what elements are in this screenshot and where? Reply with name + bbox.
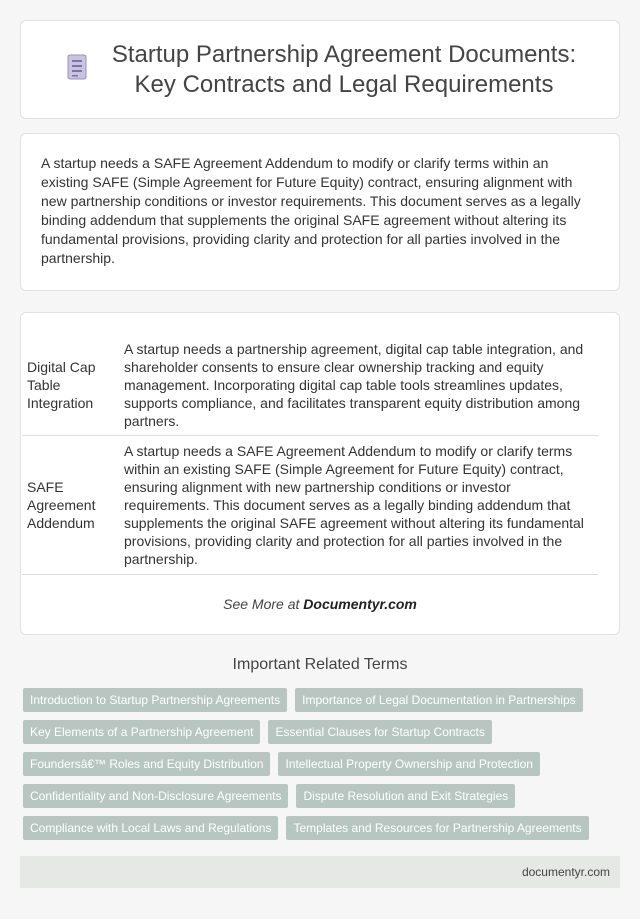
footer-site[interactable]: documentyr.com xyxy=(521,865,610,879)
see-more-site[interactable]: Documentyr.com xyxy=(303,596,417,612)
related-tag[interactable]: Introduction to Startup Partnership Agreements xyxy=(23,688,287,712)
document-icon xyxy=(64,53,90,81)
footer xyxy=(20,856,620,888)
terms-table xyxy=(22,335,598,575)
related-tag[interactable]: Confidentiality and Non-Disclosure Agreements xyxy=(23,784,288,808)
related-terms-heading: Important Related Terms xyxy=(232,656,408,673)
related-tags xyxy=(23,688,623,848)
table-row xyxy=(22,335,598,435)
intro-card xyxy=(20,133,620,291)
related-tag[interactable]: Dispute Resolution and Exit Strategies xyxy=(296,784,515,808)
related-tag[interactable]: Foundersâ€™ Roles and Equity Distribution xyxy=(23,752,270,776)
title-line-1: Startup Partnership Agreement Documents: xyxy=(111,40,577,68)
related-tag[interactable]: Importance of Legal Documentation in Partnerships xyxy=(295,688,583,712)
term-name: SAFE Agreement Addendum xyxy=(22,435,119,574)
header-card xyxy=(20,20,620,119)
related-tag[interactable]: Compliance with Local Laws and Regulations xyxy=(23,816,278,840)
title-line-2: Key Contracts and Legal Requirements xyxy=(134,70,554,98)
see-more-prefix: See More at xyxy=(223,596,304,612)
related-tag[interactable]: Key Elements of a Partnership Agreement xyxy=(23,720,260,744)
see-more-link[interactable] xyxy=(20,596,620,612)
term-description: A startup needs a SAFE Agreement Addendum to modify or clarify terms within an existing SAFE (Simple Agreement for Future Equity) contract, ensuring alignment with new partnership conditions or investor requirements. This document serves as a legally binding addendum that supplements the original SAFE agreement without altering its fundamental provisions, providing clarity and protection for all parties involved in the partnership. xyxy=(119,435,598,574)
term-description: A startup needs a partnership agreement, digital cap table integration, and shareholder consents to ensure clear ownership tracking and equity management. Incorporating digital cap table tools streamlines updates, supports compliance, and facilitates transparent equity distribution among partners. xyxy=(119,335,598,435)
table-row xyxy=(22,435,598,574)
related-tag[interactable]: Templates and Resources for Partnership Agreements xyxy=(286,816,588,840)
term-name: Digital Cap Table Integration xyxy=(22,335,119,435)
related-tag[interactable]: Essential Clauses for Startup Contracts xyxy=(268,720,491,744)
page-title xyxy=(112,40,576,100)
related-tag[interactable]: Intellectual Property Ownership and Protection xyxy=(278,752,539,776)
intro-text: A startup needs a SAFE Agreement Addendum to modify or clarify terms within an existing SAFE (Simple Agreement for Future Equity) contract, ensuring alignment with new partnership conditions or investor requirements. This document serves as a legally binding addendum that supplements the original SAFE agreement without altering its fundamental provisions, providing clarity and protection for all parties involved in the partnership. xyxy=(41,155,581,266)
